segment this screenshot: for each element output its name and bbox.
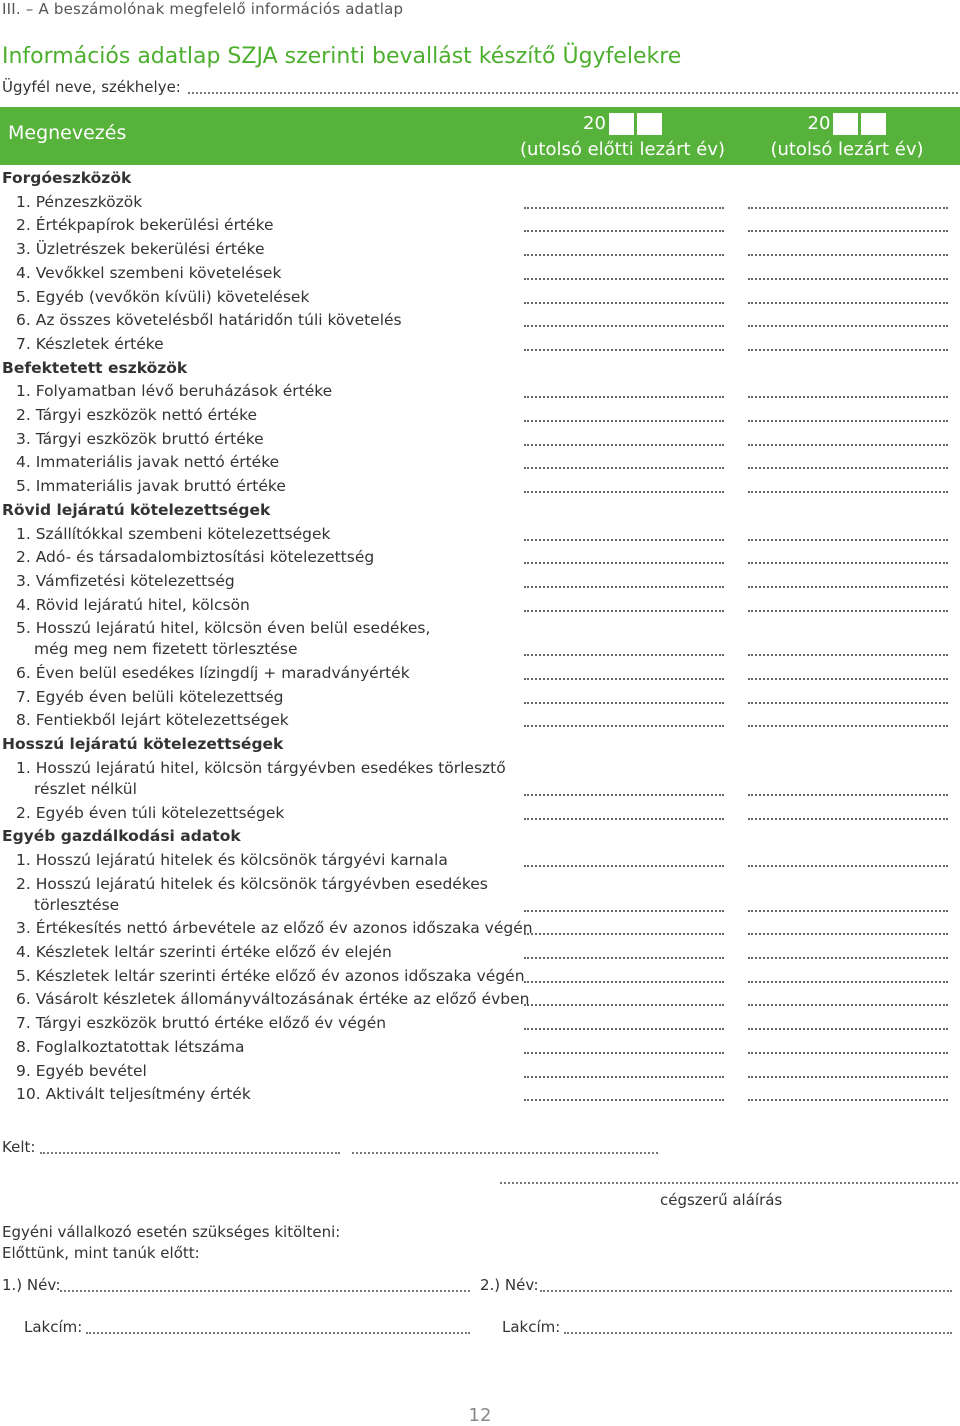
value-field-prev-year[interactable] <box>524 1076 724 1078</box>
page-title: Információs adatlap SZJA szerinti bevallást készítő Ügyfelekre <box>2 44 682 69</box>
page-number: 12 <box>468 1405 492 1426</box>
signature-label: cégszerű aláírás <box>660 1191 783 1209</box>
section-heading <box>0 359 960 379</box>
section-heading-label: Forgóeszközök <box>2 169 132 187</box>
witness2-name-field[interactable] <box>540 1290 952 1292</box>
value-field-last-year[interactable] <box>748 678 948 680</box>
row-label: 3. Értékesítés nettó árbevétele az előző év azonos időszaka végén <box>16 919 533 938</box>
section-heading-label: Egyéb gazdálkodási adatok <box>2 827 241 846</box>
value-field-last-year[interactable] <box>748 1028 948 1030</box>
section-heading <box>0 501 960 521</box>
table-row <box>0 453 960 473</box>
value-field-last-year[interactable] <box>748 981 948 983</box>
row-label: 6. Vásárolt készletek állományváltozásának értéke az előző évben <box>16 990 530 1009</box>
value-field-last-year[interactable] <box>748 491 948 493</box>
year-prefix: 20 <box>807 113 831 134</box>
table-row <box>0 311 960 331</box>
value-field-prev-year[interactable] <box>524 1004 724 1006</box>
value-field-prev-year[interactable] <box>524 654 724 656</box>
table-row <box>0 990 960 1010</box>
value-field-prev-year[interactable] <box>524 349 724 351</box>
value-field-prev-year[interactable] <box>524 278 724 280</box>
row-label: 5. Készletek leltár szerinti értéke előző év azonos időszaka végén <box>16 966 525 985</box>
value-field-prev-year[interactable] <box>524 910 724 912</box>
witness1-name-field[interactable] <box>60 1290 470 1292</box>
row-label: 3. Vámfizetési kötelezettség <box>16 571 235 590</box>
value-field-last-year[interactable] <box>748 207 948 209</box>
row-label: 7. Tárgyi eszközök bruttó értéke előző év végén <box>16 1014 387 1033</box>
value-field-prev-year[interactable] <box>524 491 724 493</box>
witness2-name-label: 2.) Név: <box>480 1276 539 1294</box>
row-label: 2. Értékpapírok bekerülési értéke <box>16 216 274 235</box>
table-row <box>0 1014 960 1034</box>
table-row <box>0 193 960 213</box>
value-field-prev-year[interactable] <box>524 725 724 727</box>
table-row <box>0 477 960 497</box>
row-label: 1. Szállítókkal szembeni kötelezettségek <box>16 524 331 543</box>
year-box[interactable] <box>609 113 634 135</box>
table-row <box>0 664 960 684</box>
value-field-last-year[interactable] <box>748 467 948 469</box>
value-field-last-year[interactable] <box>748 539 948 541</box>
row-label: 2. Tárgyi eszközök nettó értéke <box>16 406 258 424</box>
year-box[interactable] <box>637 113 662 135</box>
value-field-last-year[interactable] <box>748 420 948 422</box>
header-col-prev-label: (utolsó előtti lezárt év) <box>519 139 726 160</box>
section-heading <box>0 169 960 189</box>
witness1-address-label: Lakcím: <box>24 1318 83 1336</box>
year-box[interactable] <box>861 113 886 135</box>
note-line-1: Egyéni vállalkozó esetén szükséges kitölteni: <box>2 1223 341 1241</box>
table-row <box>0 804 960 824</box>
value-field-last-year[interactable] <box>748 586 948 588</box>
row-label: 1. Hosszú lejáratú hitel, kölcsön tárgyévben esedékes törlesztő <box>16 758 506 777</box>
kelt-date-field[interactable] <box>352 1152 658 1154</box>
value-field-last-year[interactable] <box>748 1004 948 1006</box>
value-field-last-year[interactable] <box>748 865 948 867</box>
value-field-prev-year[interactable] <box>524 981 724 983</box>
value-field-prev-year[interactable] <box>524 865 724 867</box>
value-field-prev-year[interactable] <box>524 586 724 588</box>
row-label: 1. Pénzeszközök <box>16 192 143 211</box>
row-label-continued: törlesztése <box>34 895 120 914</box>
table-row <box>0 874 960 914</box>
row-label-continued: részlet nélkül <box>34 779 137 798</box>
table-row <box>0 335 960 355</box>
value-field-prev-year[interactable] <box>524 254 724 256</box>
table-row <box>0 264 960 284</box>
witness1-name-label: 1.) Név: <box>2 1276 61 1294</box>
witness2-address-field[interactable] <box>564 1332 952 1334</box>
row-label: 6. Éven belül esedékes lízingdíj + maradványérték <box>16 664 410 682</box>
year-box[interactable] <box>833 113 858 135</box>
table-row <box>0 548 960 568</box>
value-field-prev-year[interactable] <box>524 933 724 935</box>
value-field-last-year[interactable] <box>748 1099 948 1101</box>
section-heading-label: Rövid lejáratú kötelezettségek <box>2 500 271 519</box>
value-field-prev-year[interactable] <box>524 396 724 398</box>
value-field-last-year[interactable] <box>748 794 948 796</box>
row-label: 8. Fentiekből lejárt kötelezettségek <box>16 711 289 730</box>
section-heading <box>0 827 960 847</box>
table-row <box>0 1062 960 1082</box>
row-label: 7. Készletek értéke <box>16 334 164 353</box>
row-label: 10. Aktivált teljesítmény érték <box>16 1085 251 1104</box>
table-row <box>0 240 960 260</box>
note-line-2: Előttünk, mint tanúk előtt: <box>2 1244 200 1262</box>
row-label: 4. Vevőkkel szembeni követelések <box>16 263 282 282</box>
table-row <box>0 382 960 402</box>
year-prefix: 20 <box>583 113 606 134</box>
section-label: III. – A beszámolónak megfelelő információs adatlap <box>2 0 404 18</box>
table-row <box>0 1085 960 1105</box>
row-label: 2. Egyéb éven túli kötelezettségek <box>16 803 285 822</box>
value-field-last-year[interactable] <box>748 562 948 564</box>
value-field-prev-year[interactable] <box>524 539 724 541</box>
value-field-prev-year[interactable] <box>524 702 724 704</box>
signature-line[interactable] <box>500 1182 958 1184</box>
row-label: 5. Immateriális javak bruttó értéke <box>16 477 286 496</box>
header-col-prev-year <box>510 111 735 163</box>
value-field-last-year[interactable] <box>748 254 948 256</box>
value-field-prev-year[interactable] <box>524 420 724 422</box>
value-field-last-year[interactable] <box>748 349 948 351</box>
table-row <box>0 688 960 708</box>
section-heading <box>0 735 960 755</box>
value-field-prev-year[interactable] <box>524 444 724 446</box>
row-label: 8. Foglalkoztatottak létszáma <box>16 1037 245 1056</box>
row-label: 2. Adó- és társadalombiztosítási kötelezettség <box>16 548 375 567</box>
value-field-prev-year[interactable] <box>524 1028 724 1030</box>
value-field-last-year[interactable] <box>748 654 948 656</box>
value-field-last-year[interactable] <box>748 910 948 912</box>
table-row <box>0 919 960 939</box>
row-label: 5. Hosszú lejáratú hitel, kölcsön éven belül esedékes, <box>16 619 431 638</box>
table-row <box>0 288 960 308</box>
value-field-prev-year[interactable] <box>524 230 724 232</box>
value-field-last-year[interactable] <box>748 230 948 232</box>
section-heading-label: Befektetett eszközök <box>2 358 188 377</box>
table-row <box>0 758 960 798</box>
table-row <box>0 1038 960 1058</box>
row-label: 2. Hosszú lejáratú hitelek és kölcsönök tárgyévben esedékes <box>16 874 488 893</box>
value-field-last-year[interactable] <box>748 1052 948 1054</box>
value-field-last-year[interactable] <box>748 702 948 704</box>
value-field-last-year[interactable] <box>748 725 948 727</box>
value-field-last-year[interactable] <box>748 396 948 398</box>
value-field-last-year[interactable] <box>748 957 948 959</box>
header-col-last-label: (utolsó lezárt év) <box>770 139 924 160</box>
value-field-prev-year[interactable] <box>524 957 724 959</box>
row-label: 4. Immateriális javak nettó értéke <box>16 453 280 472</box>
value-field-prev-year[interactable] <box>524 794 724 796</box>
row-label: 3. Üzletrészek bekerülési értéke <box>16 240 265 259</box>
header-name: Megnevezés <box>8 122 127 144</box>
header-col-last-year <box>762 111 932 163</box>
value-field-prev-year[interactable] <box>524 1052 724 1054</box>
row-label: 1. Folyamatban lévő beruházások értéke <box>16 382 333 401</box>
witness1-address-field[interactable] <box>86 1332 470 1334</box>
value-field-last-year[interactable] <box>748 444 948 446</box>
table-row <box>0 851 960 871</box>
witness2-address-label: Lakcím: <box>502 1318 561 1336</box>
value-field-prev-year[interactable] <box>524 325 724 327</box>
table-row <box>0 943 960 963</box>
row-label-continued: még meg nem fizetett törlesztése <box>34 640 298 659</box>
client-field[interactable] <box>188 80 958 94</box>
section-heading-label: Hosszú lejáratú kötelezettségek <box>2 735 284 754</box>
kelt-label: Kelt: <box>2 1138 36 1156</box>
row-label: 9. Egyéb bevétel <box>16 1061 147 1080</box>
value-field-prev-year[interactable] <box>524 562 724 564</box>
value-field-last-year[interactable] <box>748 302 948 304</box>
table-row <box>0 525 960 545</box>
value-field-last-year[interactable] <box>748 610 948 612</box>
table-row <box>0 619 960 659</box>
row-label: 5. Egyéb (vevőkön kívüli) követelések <box>16 287 310 306</box>
table-row <box>0 711 960 731</box>
value-field-prev-year[interactable] <box>524 1099 724 1101</box>
table-row <box>0 967 960 987</box>
client-label: Ügyfél neve, székhelye: <box>2 78 181 96</box>
row-label: 1. Hosszú lejáratú hitelek és kölcsönök tárgyévi karnala <box>16 850 448 869</box>
value-field-last-year[interactable] <box>748 818 948 820</box>
value-field-prev-year[interactable] <box>524 678 724 680</box>
row-label: 3. Tárgyi eszközök bruttó értéke <box>16 429 264 448</box>
value-field-last-year[interactable] <box>748 933 948 935</box>
table-row <box>0 216 960 236</box>
row-label: 4. Rövid lejáratú hitel, kölcsön <box>16 595 250 614</box>
value-field-prev-year[interactable] <box>524 610 724 612</box>
value-field-last-year[interactable] <box>748 325 948 327</box>
value-field-prev-year[interactable] <box>524 302 724 304</box>
table-header <box>0 107 960 165</box>
row-label: 6. Az összes követelésből határidőn túli követelés <box>16 311 402 330</box>
value-field-last-year[interactable] <box>748 278 948 280</box>
table-row <box>0 596 960 616</box>
row-label: 4. Készletek leltár szerinti értéke előző év elején <box>16 943 392 961</box>
value-field-prev-year[interactable] <box>524 818 724 820</box>
value-field-prev-year[interactable] <box>524 467 724 469</box>
table-row <box>0 406 960 426</box>
value-field-last-year[interactable] <box>748 1076 948 1078</box>
row-label: 7. Egyéb éven belüli kötelezettség <box>16 687 284 706</box>
value-field-prev-year[interactable] <box>524 207 724 209</box>
table-row <box>0 430 960 450</box>
kelt-place-field[interactable] <box>40 1152 340 1154</box>
table-row <box>0 572 960 592</box>
